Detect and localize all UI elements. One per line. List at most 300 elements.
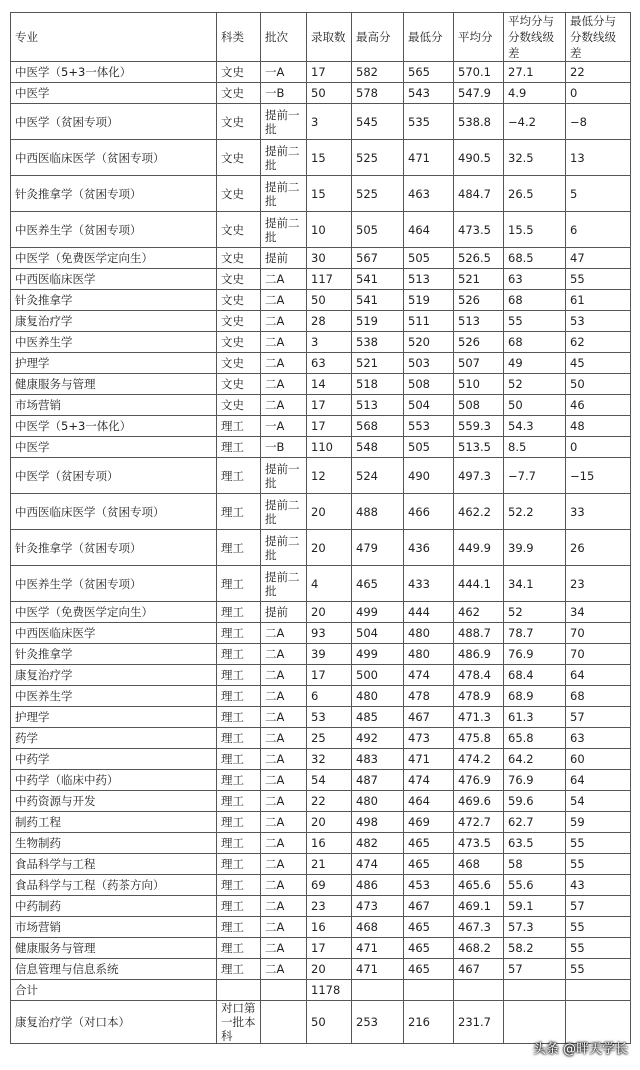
cell-max-score: 538: [352, 332, 404, 353]
cell-category: 文史: [217, 353, 261, 374]
cell-min-diff: 64: [566, 770, 631, 791]
cell-avg-diff: 78.7: [504, 623, 566, 644]
cell-avg-diff: 68: [504, 290, 566, 311]
cell-min-score: 535: [404, 104, 454, 140]
cell-batch: 二A: [261, 896, 307, 917]
cell-category: 理工: [217, 602, 261, 623]
cell-min-score: 504: [404, 395, 454, 416]
cell-category: 理工: [217, 770, 261, 791]
cell-avg-score: 513.5: [454, 437, 504, 458]
cell-batch: 一B: [261, 83, 307, 104]
table-row: [11, 83, 631, 104]
cell-enrolled: 110: [307, 437, 352, 458]
cell-avg-score: 476.9: [454, 770, 504, 791]
cell-min-score: 474: [404, 665, 454, 686]
table-row: [11, 644, 631, 665]
cell-max-score: 480: [352, 791, 404, 812]
cell-batch: 二A: [261, 938, 307, 959]
cell-category: 理工: [217, 749, 261, 770]
cell-category: [217, 980, 261, 1001]
cell-category: 文史: [217, 83, 261, 104]
cell-major: 合计: [11, 980, 217, 1001]
cell-batch: 提前: [261, 248, 307, 269]
cell-enrolled: 22: [307, 791, 352, 812]
cell-min-diff: 54: [566, 791, 631, 812]
cell-min-diff: 50: [566, 374, 631, 395]
cell-avg-score: 478.9: [454, 686, 504, 707]
cell-min-score: 473: [404, 728, 454, 749]
cell-enrolled: 16: [307, 833, 352, 854]
table-row: [11, 938, 631, 959]
cell-major: 中药学（临床中药）: [11, 770, 217, 791]
header-batch: 批次: [261, 13, 307, 62]
cell-avg-score: 231.7: [454, 1001, 504, 1044]
cell-avg-score: 484.7: [454, 176, 504, 212]
table-row: [11, 686, 631, 707]
cell-min-diff: 13: [566, 140, 631, 176]
cell-avg-score: 473.5: [454, 212, 504, 248]
cell-min-score: 565: [404, 62, 454, 83]
cell-category: 理工: [217, 875, 261, 896]
cell-avg-score: 538.8: [454, 104, 504, 140]
cell-batch: 二A: [261, 770, 307, 791]
cell-major: 健康服务与管理: [11, 374, 217, 395]
cell-max-score: 524: [352, 458, 404, 494]
cell-category: 文史: [217, 395, 261, 416]
cell-min-diff: [566, 980, 631, 1001]
cell-category: 理工: [217, 644, 261, 665]
cell-major: 食品科学与工程（药茶方向）: [11, 875, 217, 896]
table-row: [11, 311, 631, 332]
table-row: [11, 248, 631, 269]
cell-enrolled: 69: [307, 875, 352, 896]
cell-enrolled: 20: [307, 530, 352, 566]
cell-avg-score: 475.8: [454, 728, 504, 749]
cell-major: 生物制药: [11, 833, 217, 854]
cell-avg-diff: 68.5: [504, 248, 566, 269]
cell-max-score: 471: [352, 938, 404, 959]
cell-avg-score: 490.5: [454, 140, 504, 176]
cell-avg-score: 462: [454, 602, 504, 623]
table-row: [11, 875, 631, 896]
table-header-row: [11, 13, 631, 62]
cell-min-diff: 6: [566, 212, 631, 248]
cell-category: 文史: [217, 311, 261, 332]
cell-enrolled: 50: [307, 1001, 352, 1044]
cell-max-score: 541: [352, 269, 404, 290]
cell-category: 文史: [217, 212, 261, 248]
cell-min-score: 471: [404, 749, 454, 770]
cell-batch: 二A: [261, 665, 307, 686]
table-row: [11, 602, 631, 623]
cell-avg-diff: 61.3: [504, 707, 566, 728]
cell-batch: 提前二批: [261, 212, 307, 248]
table-row: [11, 395, 631, 416]
cell-enrolled: 63: [307, 353, 352, 374]
cell-max-score: 513: [352, 395, 404, 416]
table-row: [11, 437, 631, 458]
cell-max-score: 545: [352, 104, 404, 140]
cell-avg-diff: 55.6: [504, 875, 566, 896]
cell-category: 理工: [217, 959, 261, 980]
cell-major: 中药资源与开发: [11, 791, 217, 812]
cell-min-diff: 55: [566, 269, 631, 290]
cell-avg-score: 472.7: [454, 812, 504, 833]
cell-category: 理工: [217, 854, 261, 875]
cell-enrolled: 17: [307, 938, 352, 959]
cell-batch: 二A: [261, 686, 307, 707]
cell-avg-diff: 32.5: [504, 140, 566, 176]
table-row: [11, 770, 631, 791]
cell-min-score: 465: [404, 938, 454, 959]
cell-avg-diff: 8.5: [504, 437, 566, 458]
cell-batch: 二A: [261, 290, 307, 311]
table-row: [11, 416, 631, 437]
cell-avg-score: 468.2: [454, 938, 504, 959]
cell-avg-score: 559.3: [454, 416, 504, 437]
cell-min-score: 511: [404, 311, 454, 332]
cell-min-diff: −15: [566, 458, 631, 494]
cell-avg-diff: 57.3: [504, 917, 566, 938]
cell-max-score: 525: [352, 176, 404, 212]
cell-min-diff: 70: [566, 644, 631, 665]
cell-avg-score: 486.9: [454, 644, 504, 665]
cell-avg-diff: 59.1: [504, 896, 566, 917]
cell-major: 中医学（5+3一体化）: [11, 416, 217, 437]
cell-enrolled: 25: [307, 728, 352, 749]
cell-avg-diff: 68.4: [504, 665, 566, 686]
cell-batch: 二A: [261, 623, 307, 644]
cell-avg-diff: 58.2: [504, 938, 566, 959]
table-row: [11, 854, 631, 875]
cell-category: 文史: [217, 176, 261, 212]
cell-min-diff: 48: [566, 416, 631, 437]
cell-max-score: 487: [352, 770, 404, 791]
cell-avg-diff: 62.7: [504, 812, 566, 833]
cell-avg-diff: 63: [504, 269, 566, 290]
cell-min-score: 519: [404, 290, 454, 311]
cell-enrolled: 93: [307, 623, 352, 644]
cell-max-score: 483: [352, 749, 404, 770]
cell-enrolled: 12: [307, 458, 352, 494]
cell-min-diff: 26: [566, 530, 631, 566]
cell-min-diff: 43: [566, 875, 631, 896]
cell-max-score: 479: [352, 530, 404, 566]
cell-batch: 提前二批: [261, 530, 307, 566]
cell-max-score: 541: [352, 290, 404, 311]
cell-avg-diff: 27.1: [504, 62, 566, 83]
cell-max-score: 253: [352, 1001, 404, 1044]
cell-avg-score: 478.4: [454, 665, 504, 686]
cell-min-diff: 59: [566, 812, 631, 833]
cell-major: 中医养生学: [11, 686, 217, 707]
cell-major: 中药学: [11, 749, 217, 770]
cell-min-diff: 68: [566, 686, 631, 707]
cell-major: 中医学（免费医学定向生）: [11, 248, 217, 269]
cell-batch: 二A: [261, 644, 307, 665]
cell-category: 理工: [217, 917, 261, 938]
cell-min-diff: 47: [566, 248, 631, 269]
cell-avg-score: 526.5: [454, 248, 504, 269]
cell-min-diff: 55: [566, 938, 631, 959]
cell-avg-score: 473.5: [454, 833, 504, 854]
cell-max-score: 473: [352, 896, 404, 917]
cell-batch: 一A: [261, 62, 307, 83]
table-row: [11, 458, 631, 494]
cell-major: 针灸推拿学（贫困专项）: [11, 176, 217, 212]
table-row: [11, 917, 631, 938]
cell-batch: 一B: [261, 437, 307, 458]
cell-min-score: 480: [404, 644, 454, 665]
cell-batch: 二A: [261, 395, 307, 416]
cell-avg-diff: 63.5: [504, 833, 566, 854]
cell-avg-score: 526: [454, 290, 504, 311]
cell-category: 文史: [217, 269, 261, 290]
cell-max-score: 548: [352, 437, 404, 458]
cell-major: 中医养生学: [11, 332, 217, 353]
cell-batch: 二A: [261, 269, 307, 290]
cell-max-score: 474: [352, 854, 404, 875]
cell-max-score: 471: [352, 959, 404, 980]
cell-enrolled: 20: [307, 494, 352, 530]
table-row: [11, 833, 631, 854]
cell-enrolled: 20: [307, 602, 352, 623]
cell-category: 理工: [217, 566, 261, 602]
cell-max-score: 480: [352, 686, 404, 707]
cell-category: 理工: [217, 938, 261, 959]
cell-min-diff: 55: [566, 917, 631, 938]
cell-avg-diff: [504, 980, 566, 1001]
cell-avg-score: 469.6: [454, 791, 504, 812]
cell-batch: 二A: [261, 332, 307, 353]
cell-avg-diff: 15.5: [504, 212, 566, 248]
cell-max-score: 492: [352, 728, 404, 749]
cell-min-score: 433: [404, 566, 454, 602]
cell-batch: [261, 980, 307, 1001]
cell-major: 健康服务与管理: [11, 938, 217, 959]
admission-score-table: [10, 12, 631, 1044]
table-row: [11, 353, 631, 374]
cell-category: 理工: [217, 458, 261, 494]
cell-enrolled: 54: [307, 770, 352, 791]
cell-major: 市场营销: [11, 917, 217, 938]
cell-max-score: 504: [352, 623, 404, 644]
cell-enrolled: 50: [307, 83, 352, 104]
cell-avg-diff: 59.6: [504, 791, 566, 812]
cell-enrolled: 6: [307, 686, 352, 707]
cell-avg-diff: 68.9: [504, 686, 566, 707]
cell-enrolled: 10: [307, 212, 352, 248]
cell-avg-diff: 58: [504, 854, 566, 875]
cell-max-score: 486: [352, 875, 404, 896]
cell-avg-diff: 68: [504, 332, 566, 353]
cell-min-score: 463: [404, 176, 454, 212]
cell-major: 护理学: [11, 707, 217, 728]
admission-score-table-container: [10, 12, 631, 1044]
cell-min-diff: 34: [566, 602, 631, 623]
table-row: [11, 566, 631, 602]
cell-category: 文史: [217, 140, 261, 176]
cell-batch: 二A: [261, 833, 307, 854]
cell-min-diff: 5: [566, 176, 631, 212]
cell-enrolled: 17: [307, 665, 352, 686]
cell-major: 市场营销: [11, 395, 217, 416]
table-row: [11, 665, 631, 686]
cell-min-diff: 57: [566, 707, 631, 728]
table-row: [11, 980, 631, 1001]
table-row: [11, 728, 631, 749]
cell-category: 文史: [217, 104, 261, 140]
cell-min-score: 465: [404, 917, 454, 938]
table-row: [11, 176, 631, 212]
header-avg-score: 平均分: [454, 13, 504, 62]
cell-avg-diff: 55: [504, 311, 566, 332]
cell-max-score: 525: [352, 140, 404, 176]
cell-category: 理工: [217, 896, 261, 917]
cell-avg-diff: 26.5: [504, 176, 566, 212]
cell-avg-diff: 57: [504, 959, 566, 980]
cell-min-diff: 55: [566, 854, 631, 875]
cell-min-score: 464: [404, 212, 454, 248]
table-row: [11, 374, 631, 395]
table-row: [11, 959, 631, 980]
cell-avg-score: 444.1: [454, 566, 504, 602]
cell-min-score: [404, 980, 454, 1001]
cell-max-score: 488: [352, 494, 404, 530]
table-row: [11, 791, 631, 812]
cell-min-diff: 55: [566, 959, 631, 980]
cell-min-diff: 53: [566, 311, 631, 332]
cell-avg-score: 513: [454, 311, 504, 332]
cell-min-diff: 33: [566, 494, 631, 530]
cell-avg-diff: 52: [504, 374, 566, 395]
cell-max-score: 485: [352, 707, 404, 728]
cell-min-score: 469: [404, 812, 454, 833]
cell-avg-diff: 54.3: [504, 416, 566, 437]
header-avg-diff: 平均分与分数线级差: [504, 13, 566, 62]
table-row: [11, 812, 631, 833]
cell-min-diff: 61: [566, 290, 631, 311]
cell-max-score: 518: [352, 374, 404, 395]
cell-avg-score: 471.3: [454, 707, 504, 728]
cell-min-score: 453: [404, 875, 454, 896]
cell-min-score: 520: [404, 332, 454, 353]
cell-min-diff: 62: [566, 332, 631, 353]
cell-category: 理工: [217, 833, 261, 854]
cell-max-score: 521: [352, 353, 404, 374]
cell-avg-diff: 39.9: [504, 530, 566, 566]
table-row: [11, 290, 631, 311]
cell-max-score: 500: [352, 665, 404, 686]
cell-min-diff: 0: [566, 83, 631, 104]
table-row: [11, 707, 631, 728]
cell-batch: 提前二批: [261, 566, 307, 602]
cell-category: 理工: [217, 707, 261, 728]
table-row: [11, 104, 631, 140]
cell-major: 中西医临床医学: [11, 623, 217, 644]
cell-avg-score: 521: [454, 269, 504, 290]
cell-min-diff: 70: [566, 623, 631, 644]
cell-enrolled: 20: [307, 959, 352, 980]
cell-min-score: 471: [404, 140, 454, 176]
cell-major: 康复治疗学: [11, 311, 217, 332]
cell-min-diff: 46: [566, 395, 631, 416]
cell-batch: 提前: [261, 602, 307, 623]
cell-category: 文史: [217, 62, 261, 83]
cell-min-score: 543: [404, 83, 454, 104]
cell-batch: 二A: [261, 959, 307, 980]
table-row: [11, 140, 631, 176]
cell-max-score: 468: [352, 917, 404, 938]
cell-min-score: 503: [404, 353, 454, 374]
cell-min-diff: 63: [566, 728, 631, 749]
cell-max-score: 582: [352, 62, 404, 83]
cell-batch: 二A: [261, 728, 307, 749]
cell-category: 理工: [217, 416, 261, 437]
cell-major: 护理学: [11, 353, 217, 374]
table-row: [11, 269, 631, 290]
cell-major: 中医学: [11, 83, 217, 104]
cell-enrolled: 21: [307, 854, 352, 875]
cell-avg-score: 526: [454, 332, 504, 353]
cell-avg-diff: 65.8: [504, 728, 566, 749]
cell-avg-diff: −7.7: [504, 458, 566, 494]
cell-min-score: 513: [404, 269, 454, 290]
cell-enrolled: 17: [307, 62, 352, 83]
cell-min-score: 444: [404, 602, 454, 623]
cell-min-score: 436: [404, 530, 454, 566]
cell-major: 中医学（贫困专项）: [11, 458, 217, 494]
cell-batch: [261, 1001, 307, 1044]
cell-batch: 二A: [261, 374, 307, 395]
cell-max-score: 578: [352, 83, 404, 104]
table-row: [11, 332, 631, 353]
cell-min-score: 467: [404, 896, 454, 917]
cell-min-score: 464: [404, 791, 454, 812]
cell-avg-score: 467.3: [454, 917, 504, 938]
cell-avg-score: 465.6: [454, 875, 504, 896]
cell-max-score: 568: [352, 416, 404, 437]
cell-batch: 二A: [261, 812, 307, 833]
cell-max-score: [352, 980, 404, 1001]
cell-avg-score: 507: [454, 353, 504, 374]
table-row: [11, 494, 631, 530]
cell-min-score: 474: [404, 770, 454, 791]
cell-max-score: 567: [352, 248, 404, 269]
cell-max-score: 519: [352, 311, 404, 332]
cell-enrolled: 117: [307, 269, 352, 290]
header-category: 科类: [217, 13, 261, 62]
cell-max-score: 482: [352, 833, 404, 854]
cell-min-diff: 0: [566, 437, 631, 458]
cell-category: 理工: [217, 812, 261, 833]
cell-min-diff: 22: [566, 62, 631, 83]
cell-min-diff: −8: [566, 104, 631, 140]
table-row: [11, 212, 631, 248]
cell-major: 中医学: [11, 437, 217, 458]
cell-category: 理工: [217, 623, 261, 644]
table-row: [11, 623, 631, 644]
cell-avg-diff: 4.9: [504, 83, 566, 104]
cell-avg-score: 488.7: [454, 623, 504, 644]
header-max-score: 最高分: [352, 13, 404, 62]
cell-batch: 二A: [261, 749, 307, 770]
cell-min-score: 505: [404, 437, 454, 458]
table-row: [11, 530, 631, 566]
cell-major: 中药制药: [11, 896, 217, 917]
cell-enrolled: 53: [307, 707, 352, 728]
cell-enrolled: 1178: [307, 980, 352, 1001]
